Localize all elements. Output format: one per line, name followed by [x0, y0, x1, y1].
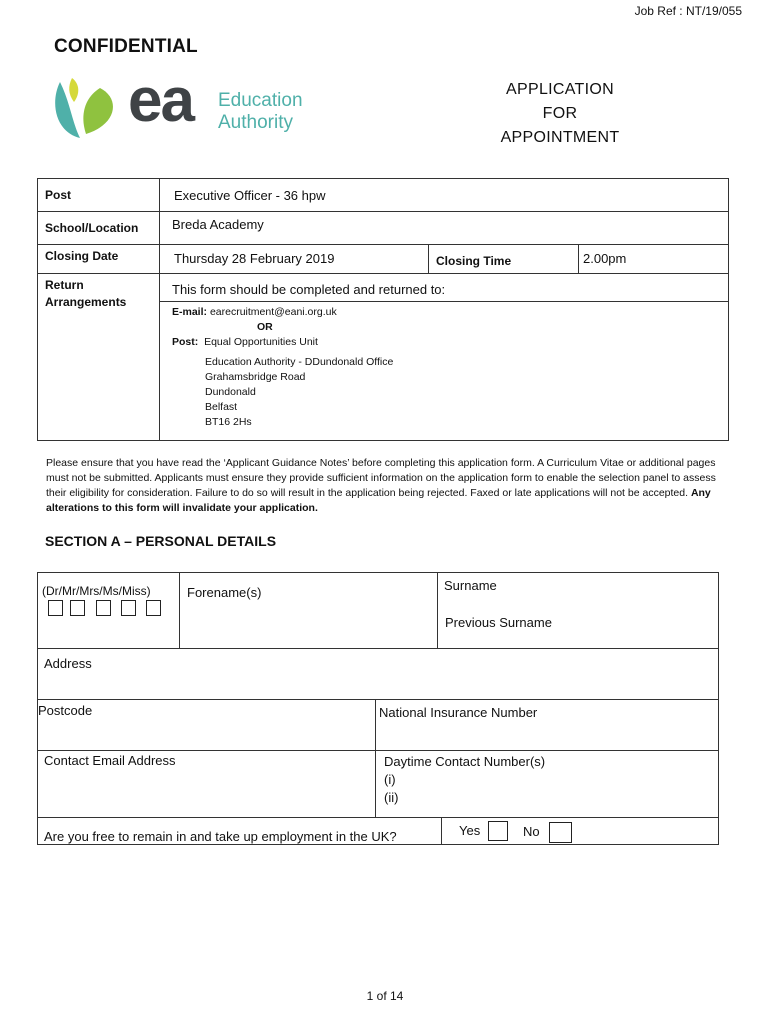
guidance-notice — [46, 456, 726, 516]
logo-line-1: Education — [218, 90, 303, 111]
previous-surname-field[interactable]: Previous Surname — [445, 615, 552, 630]
contact-email-field[interactable]: Contact Email Address — [44, 753, 176, 768]
surname-field[interactable]: Surname — [444, 578, 497, 593]
post-unit: Equal Opportunities Unit — [204, 336, 318, 348]
uk-employment-question: Are you free to remain in and take up employment in the UK? — [44, 829, 397, 844]
address-line: Education Authority - DDundonald Office — [205, 356, 394, 368]
closing-time-value: 2.00pm — [583, 251, 627, 266]
school-value: Breda Academy — [172, 217, 264, 232]
confidential-label: CONFIDENTIAL — [54, 36, 198, 57]
title-line-3: APPOINTMENT — [500, 129, 620, 146]
daytime-number-1: (i) — [384, 772, 396, 787]
address-line: Dundonald — [205, 386, 256, 398]
section-a-heading: SECTION A – PERSONAL DETAILS — [45, 533, 277, 549]
postcode-field[interactable]: Postcode — [38, 703, 93, 718]
forename-field[interactable]: Forename(s) — [187, 585, 262, 600]
no-checkbox[interactable] — [549, 822, 572, 843]
form-divider — [37, 699, 719, 700]
table-divider — [37, 211, 729, 212]
post-label: Post — [45, 188, 72, 202]
closing-time-label: Closing Time — [436, 254, 512, 268]
title-options-label: (Dr/Mr/Mrs/Ms/Miss) — [42, 584, 151, 598]
table-divider — [159, 178, 160, 441]
address-line: BT16 2Hs — [205, 416, 252, 428]
daytime-contact-field[interactable] — [384, 753, 545, 807]
form-divider — [37, 750, 719, 751]
post-address-label: Post: — [172, 336, 199, 348]
email-address[interactable]: earecruitment@eani.org.uk — [209, 306, 337, 318]
school-label: School/Location — [45, 221, 139, 235]
form-divider — [441, 817, 442, 845]
address-field[interactable]: Address — [44, 656, 92, 671]
logo-wordmark: ea — [128, 66, 193, 135]
email-line — [172, 305, 337, 320]
title-checkbox-dr[interactable] — [48, 600, 63, 616]
form-divider — [179, 572, 180, 648]
email-label: E-mail: — [172, 306, 208, 318]
page-number: 1 of 14 — [366, 989, 404, 1003]
yes-checkbox[interactable] — [488, 821, 508, 841]
notice-warning: Any alterations to this form will invalidate your application. — [46, 487, 711, 514]
yes-label: Yes — [459, 823, 481, 838]
return-label-line-1: Return — [45, 278, 84, 292]
form-title — [470, 78, 650, 150]
table-divider — [37, 273, 729, 274]
table-divider — [159, 301, 729, 302]
address-line: Belfast — [205, 401, 238, 413]
address-line: Grahamsbridge Road — [205, 371, 306, 383]
title-line-2: FOR — [542, 105, 578, 122]
or-label: OR — [257, 321, 273, 333]
ni-number-field[interactable]: National Insurance Number — [379, 705, 538, 720]
return-label-line-2: Arrangements — [45, 295, 127, 309]
table-divider — [37, 244, 729, 245]
daytime-number-2: (ii) — [384, 790, 399, 805]
title-line-1: APPLICATION — [506, 81, 614, 98]
logo-text — [218, 90, 303, 134]
table-divider — [428, 244, 429, 273]
notice-text: Please ensure that you have read the ‘Applicant Guidance Notes’ before completing this application form. A Curriculum Vitae or additional pages must not be submitted. Applicants must ensure they provide sufficient information on the application form to enable the selection panel to assess their eligibility for consideration. Failure to do so will result in the application being rejected. Faxed or late applications will not be accepted. — [46, 457, 716, 499]
form-border — [37, 572, 719, 845]
post-value: Executive Officer - 36 hpw — [174, 188, 326, 203]
logo-line-2: Authority — [218, 112, 293, 133]
form-divider — [375, 699, 376, 817]
form-divider — [37, 648, 719, 649]
title-checkbox-ms[interactable] — [121, 600, 136, 616]
post-address-line — [172, 335, 318, 350]
daytime-label: Daytime Contact Number(s) — [384, 754, 546, 769]
job-reference: Job Ref : NT/19/055 — [634, 4, 742, 18]
title-checkbox-mr[interactable] — [70, 600, 85, 616]
closing-date-value: Thursday 28 February 2019 — [174, 251, 335, 266]
title-checkbox-miss[interactable] — [146, 600, 161, 616]
return-intro: This form should be completed and returned to: — [172, 282, 446, 297]
form-divider — [37, 817, 719, 818]
no-label: No — [523, 824, 540, 839]
education-authority-logo — [50, 66, 350, 144]
title-checkbox-mrs[interactable] — [96, 600, 111, 616]
form-divider — [437, 572, 438, 648]
return-address — [205, 355, 393, 430]
closing-date-label: Closing Date — [45, 249, 119, 263]
table-divider — [578, 244, 579, 273]
